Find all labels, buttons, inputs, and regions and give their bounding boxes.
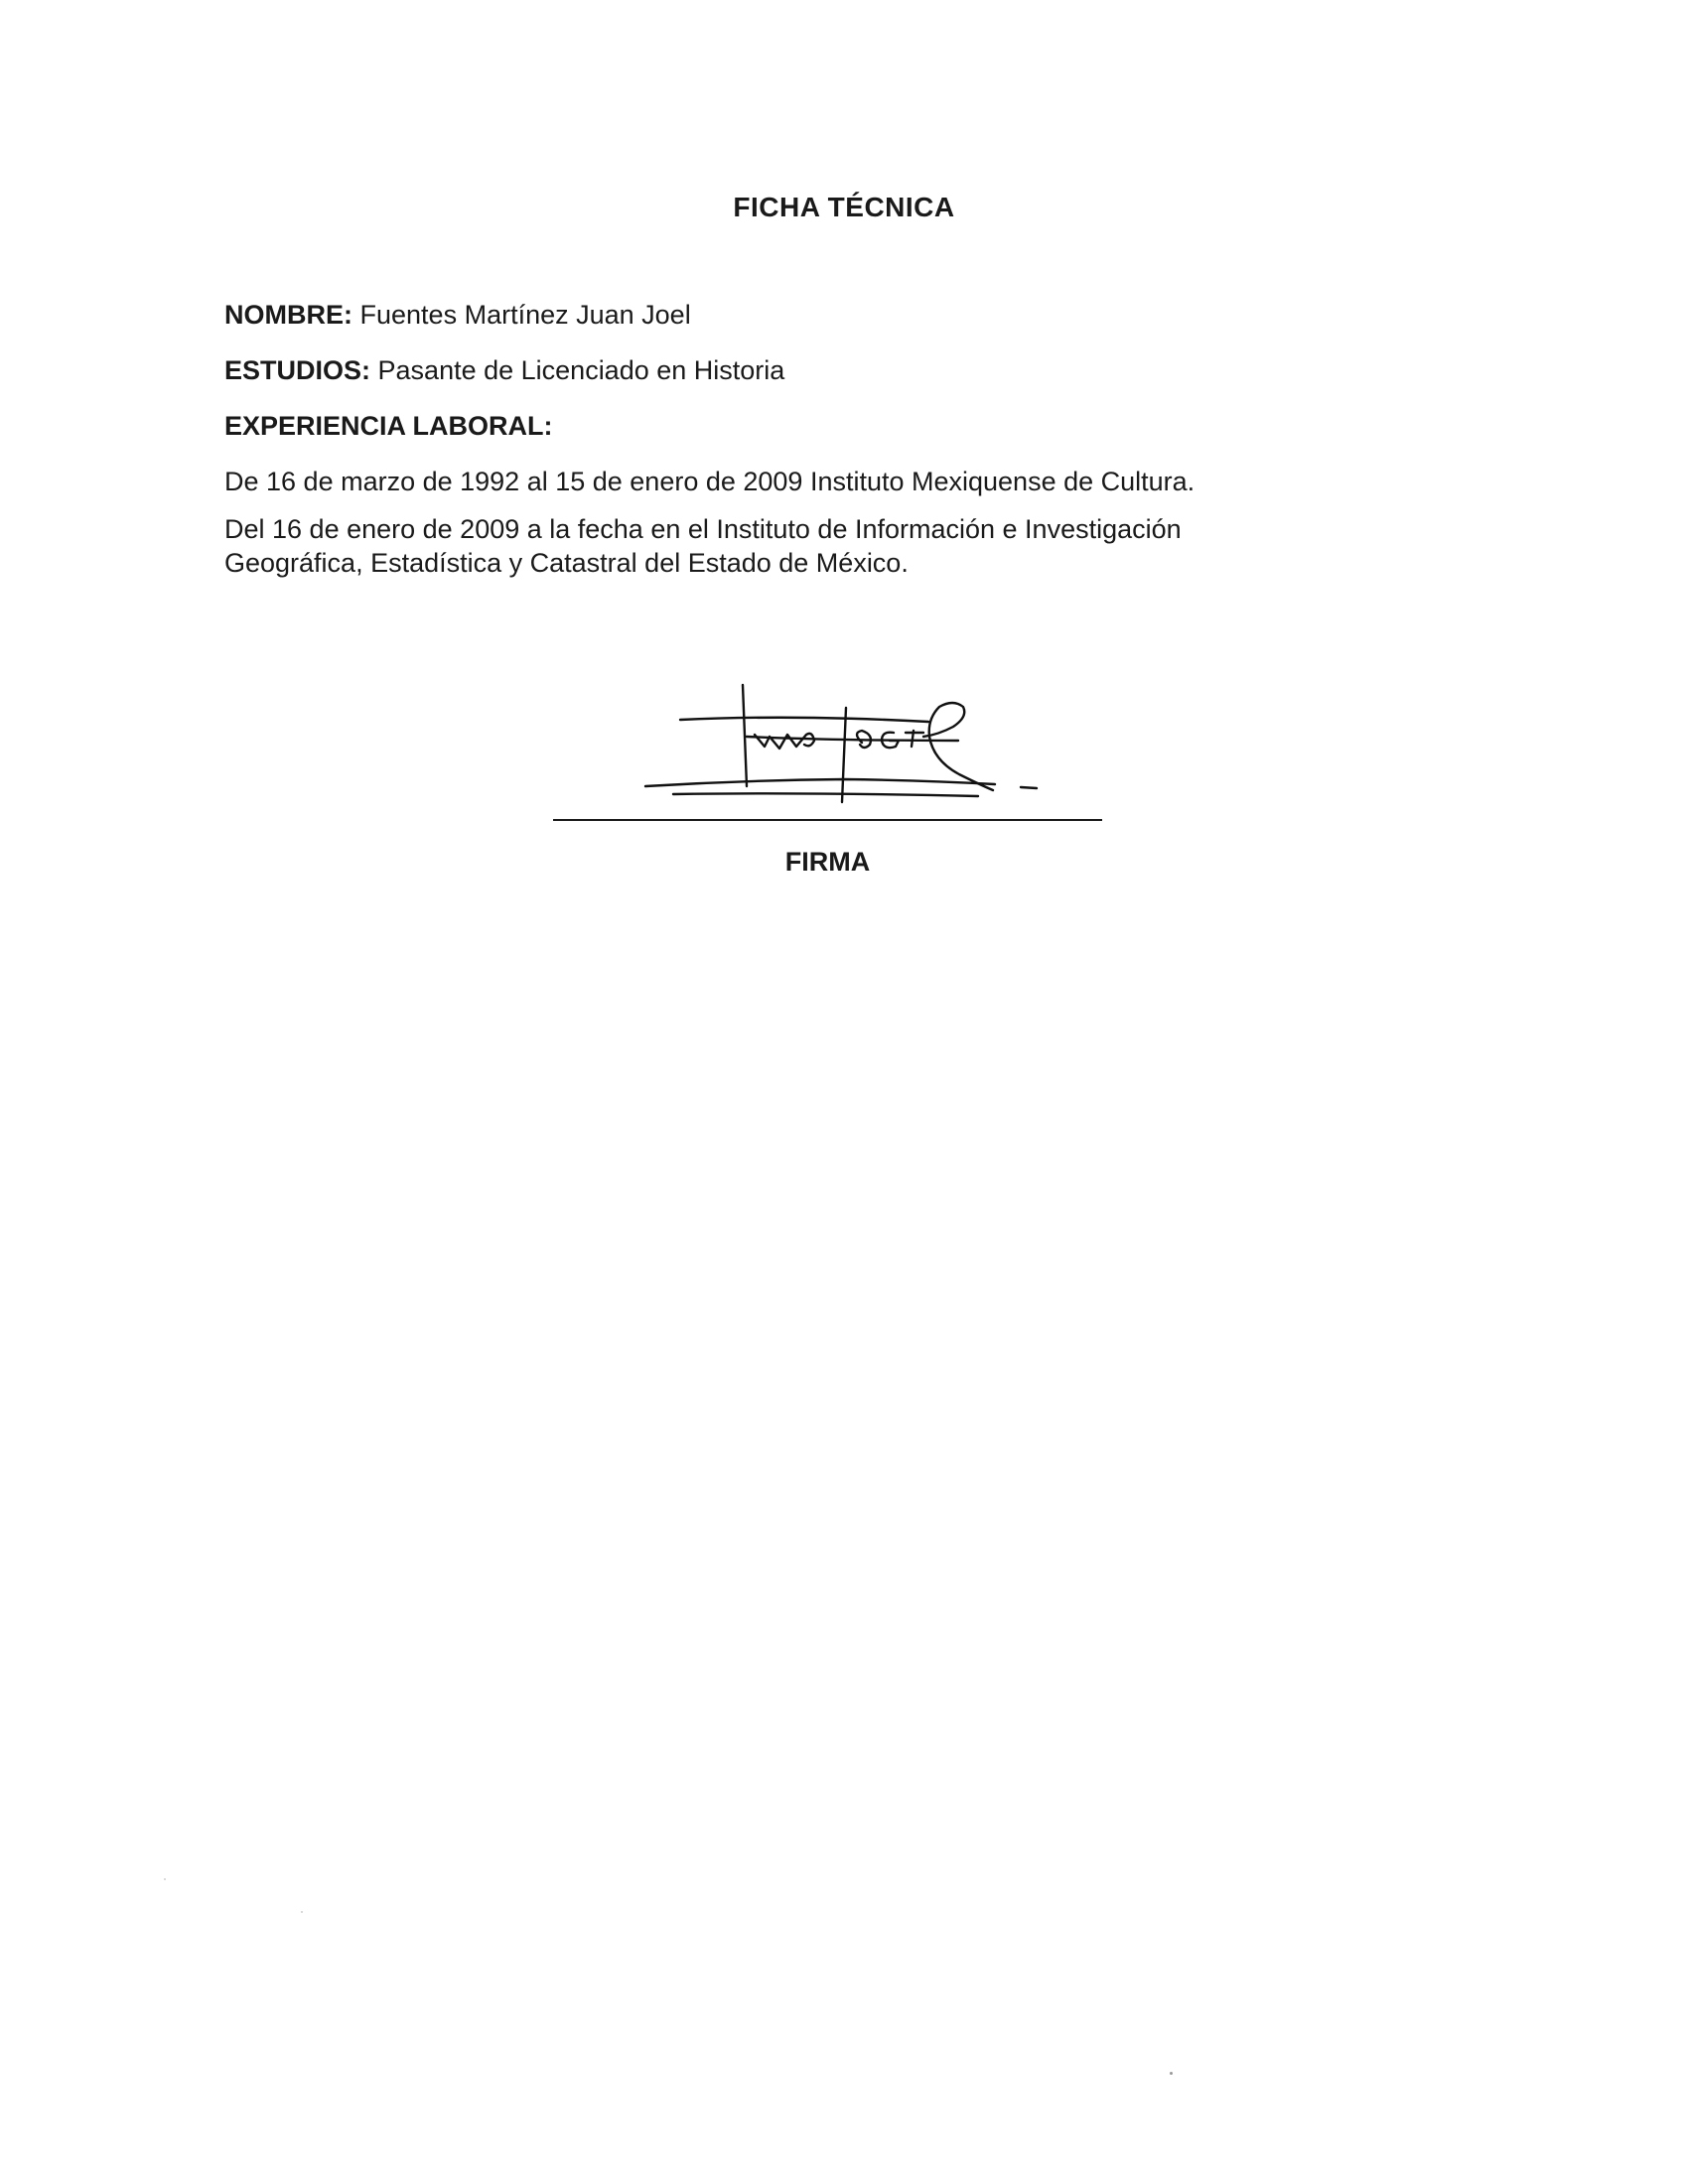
document-title: FICHA TÉCNICA <box>733 192 955 222</box>
scan-speck <box>1170 2072 1173 2075</box>
experience-paragraph: De 16 de marzo de 1992 al 15 de enero de 2009 Instituto Mexiquense de Cultura. <box>224 467 1196 496</box>
signature-label: FIRMA <box>784 847 871 877</box>
field-experiencia <box>224 409 1257 443</box>
signature-line <box>553 819 1102 821</box>
field-label: NOMBRE: <box>224 300 352 330</box>
field-nombre <box>224 298 1257 332</box>
field-label: ESTUDIOS: <box>224 355 371 385</box>
scan-speck <box>301 1911 303 1913</box>
field-label: EXPERIENCIA LABORAL: <box>224 411 553 441</box>
field-value: Fuentes Martínez Juan Joel <box>359 300 691 330</box>
experience-paragraph: Del 16 de enero de 2009 a la fecha en el Instituto de Información e Investigación Geográfica, Estadística y Catastral del Estado de México. <box>224 514 1182 578</box>
field-value: Pasante de Licenciado en Historia <box>377 355 785 385</box>
handwritten-signature <box>626 675 1072 824</box>
document-body <box>224 298 1257 580</box>
scan-speck <box>164 1878 166 1880</box>
field-estudios <box>224 353 1257 387</box>
